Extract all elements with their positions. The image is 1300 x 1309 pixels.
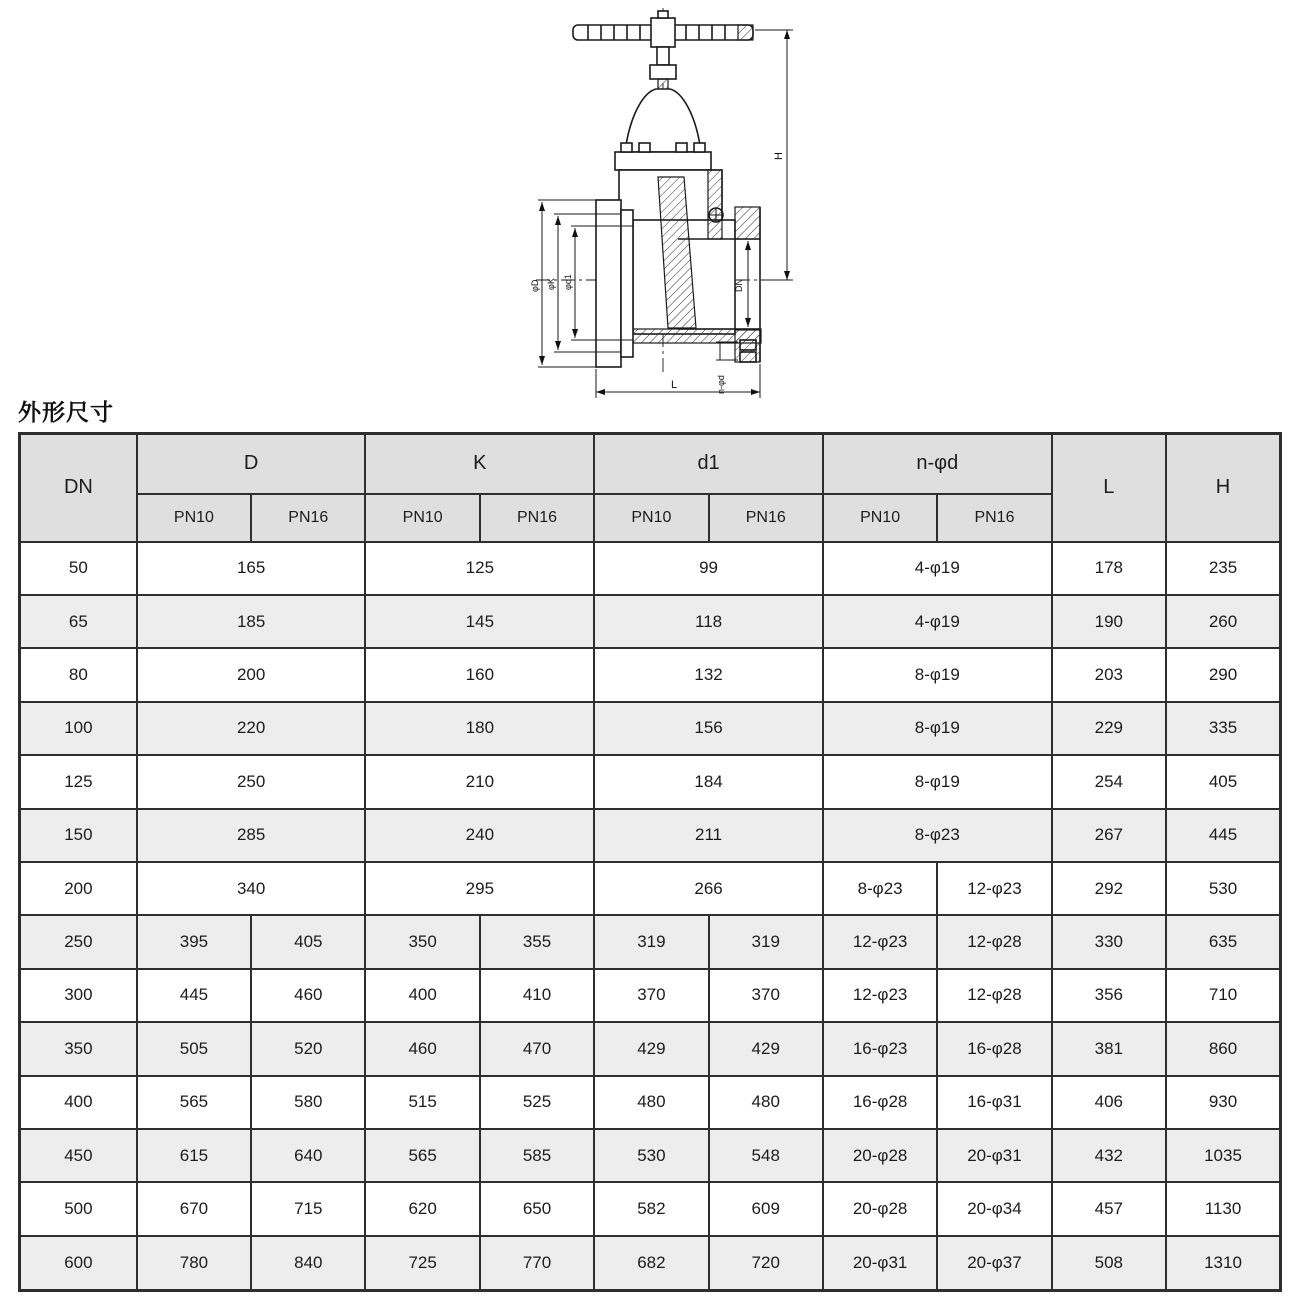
section-title: 外形尺寸 [18,399,114,425]
table-cell: 254 [1052,755,1166,808]
col-header-dn: DN [20,434,137,542]
table-cell: 99 [594,542,823,595]
table-cell: 235 [1166,542,1281,595]
table-cell: 12-φ23 [823,969,937,1022]
table-cell: 1035 [1166,1129,1281,1182]
table-cell: 548 [709,1129,823,1182]
table-cell: 210 [365,755,594,808]
table-cell: 16-φ28 [937,1022,1051,1075]
table-body [20,542,1281,1291]
dim-label-phi-d1: φd1 [563,274,573,290]
table-cell: 460 [251,969,365,1022]
dim-label-phi-k: φK [546,278,556,290]
table-cell: 184 [594,755,823,808]
table-cell: 525 [480,1076,594,1129]
table-row [20,862,1281,915]
table-cell: 12-φ23 [823,915,937,968]
table-cell: 266 [594,862,823,915]
table-cell: 80 [20,648,137,701]
table-cell: 4-φ19 [823,595,1052,648]
table-cell: 350 [20,1022,137,1075]
bolt-symbol-right [709,208,723,222]
subheader-n-pn16: PN16 [937,494,1051,542]
table-cell: 530 [1166,862,1281,915]
dim-label-phi-d: φD [530,279,540,292]
table-row [20,809,1281,862]
table-cell: 565 [365,1129,479,1182]
table-row [20,1129,1281,1182]
table-cell: 335 [1166,702,1281,755]
table-cell: 190 [1052,595,1166,648]
dim-label-h: H [773,152,785,160]
col-header-l: L [1052,434,1166,542]
table-cell: 20-φ31 [937,1129,1051,1182]
table-cell: 250 [20,915,137,968]
table-row [20,915,1281,968]
table-row [20,1076,1281,1129]
table-cell: 445 [137,969,251,1022]
table-cell: 381 [1052,1022,1166,1075]
table-cell: 500 [20,1182,137,1235]
table-cell: 20-φ31 [823,1236,937,1291]
table-cell: 150 [20,809,137,862]
table-cell: 480 [594,1076,708,1129]
table-cell: 445 [1166,809,1281,862]
table-cell: 100 [20,702,137,755]
table-cell: 220 [137,702,366,755]
subheader-d-pn10: PN10 [137,494,251,542]
table-cell: 229 [1052,702,1166,755]
table-cell: 285 [137,809,366,862]
table-cell: 508 [1052,1236,1166,1291]
table-cell: 185 [137,595,366,648]
table-cell: 582 [594,1182,708,1235]
table-cell: 330 [1052,915,1166,968]
table-cell: 682 [594,1236,708,1291]
table-cell: 8-φ23 [823,862,937,915]
l-dimension [596,364,760,398]
table-cell: 505 [137,1022,251,1075]
table-cell: 20-φ34 [937,1182,1051,1235]
table-cell: 470 [480,1022,594,1075]
valve-body [596,170,761,367]
dim-label-n-phid: n-φd [716,375,726,394]
subheader-d1-pn10: PN10 [594,494,708,542]
table-cell: 8-φ19 [823,702,1052,755]
table-cell: 160 [365,648,594,701]
table-row [20,1022,1281,1075]
table-cell: 180 [365,702,594,755]
table-row [20,702,1281,755]
table-cell: 450 [20,1129,137,1182]
table-cell: 480 [709,1076,823,1129]
table-cell: 125 [20,755,137,808]
table-cell: 405 [1166,755,1281,808]
table-cell: 1310 [1166,1236,1281,1291]
table-cell: 395 [137,915,251,968]
table-cell: 16-φ28 [823,1076,937,1129]
gate-valve-diagram [498,2,820,420]
table-cell: 600 [20,1236,137,1291]
subheader-d1-pn16: PN16 [709,494,823,542]
table-cell: 400 [20,1076,137,1129]
table-cell: 200 [137,648,366,701]
table-cell: 145 [365,595,594,648]
col-header-k: K [365,434,594,494]
handwheel [573,11,753,47]
table-cell: 770 [480,1236,594,1291]
table-cell: 350 [365,915,479,968]
table-cell: 240 [365,809,594,862]
col-header-h: H [1166,434,1281,542]
table-cell: 319 [709,915,823,968]
table-cell: 8-φ19 [823,648,1052,701]
table-cell: 125 [365,542,594,595]
table-cell: 565 [137,1076,251,1129]
table-cell: 405 [251,915,365,968]
table-cell: 585 [480,1129,594,1182]
subheader-d-pn16: PN16 [251,494,365,542]
table-cell: 860 [1166,1022,1281,1075]
table-cell: 650 [480,1182,594,1235]
table-cell: 400 [365,969,479,1022]
table-cell: 8-φ23 [823,809,1052,862]
table-cell: 780 [137,1236,251,1291]
table-cell: 840 [251,1236,365,1291]
table-cell: 200 [20,862,137,915]
table-cell: 340 [137,862,366,915]
table-cell: 290 [1166,648,1281,701]
table-cell: 640 [251,1129,365,1182]
table-cell: 725 [365,1236,479,1291]
table-cell: 20-φ28 [823,1129,937,1182]
table-cell: 530 [594,1129,708,1182]
table-cell: 12-φ28 [937,915,1051,968]
table-cell: 609 [709,1182,823,1235]
table-cell: 132 [594,648,823,701]
table-cell: 20-φ37 [937,1236,1051,1291]
table-cell: 319 [594,915,708,968]
col-header-n-phid: n-φd [823,434,1052,494]
table-cell: 620 [365,1182,479,1235]
table-cell: 211 [594,809,823,862]
valve-drawing [498,2,820,420]
table-cell: 355 [480,915,594,968]
table-cell: 12-φ23 [937,862,1051,915]
subheader-n-pn10: PN10 [823,494,937,542]
table-row [20,1182,1281,1235]
col-header-d: D [137,434,366,494]
table-cell: 615 [137,1129,251,1182]
table-cell: 156 [594,702,823,755]
col-header-d1: d1 [594,434,823,494]
table-cell: 65 [20,595,137,648]
table-cell: 8-φ19 [823,755,1052,808]
table-cell: 930 [1166,1076,1281,1129]
table-cell: 580 [251,1076,365,1129]
table-cell: 12-φ28 [937,969,1051,1022]
dn-dimension [734,241,748,327]
table-cell: 20-φ28 [823,1182,937,1235]
table-cell: 457 [1052,1182,1166,1235]
table-cell: 432 [1052,1129,1166,1182]
table-cell: 515 [365,1076,479,1129]
table-cell: 16-φ23 [823,1022,937,1075]
stem-and-bonnet [615,47,711,170]
table-cell: 50 [20,542,137,595]
table-cell: 356 [1052,969,1166,1022]
table-cell: 715 [251,1182,365,1235]
dimensions-table [18,432,1282,1292]
table-cell: 429 [709,1022,823,1075]
table-row [20,542,1281,595]
table-cell: 260 [1166,595,1281,648]
table-cell: 295 [365,862,594,915]
table-cell: 670 [137,1182,251,1235]
table-cell: 178 [1052,542,1166,595]
table-cell: 370 [594,969,708,1022]
table-cell: 267 [1052,809,1166,862]
table-row [20,755,1281,808]
table-cell: 520 [251,1022,365,1075]
table-cell: 250 [137,755,366,808]
table-cell: 410 [480,969,594,1022]
table-cell: 406 [1052,1076,1166,1129]
table-cell: 165 [137,542,366,595]
table-row [20,648,1281,701]
table-row [20,595,1281,648]
dim-label-l: L [670,379,678,391]
table-cell: 1130 [1166,1182,1281,1235]
table-cell: 720 [709,1236,823,1291]
table-cell: 16-φ31 [937,1076,1051,1129]
table-cell: 300 [20,969,137,1022]
table-cell: 429 [594,1022,708,1075]
subheader-k-pn16: PN16 [480,494,594,542]
table-cell: 4-φ19 [823,542,1052,595]
table-cell: 370 [709,969,823,1022]
dim-label-dn: DN [734,279,744,292]
table-row [20,969,1281,1022]
table-cell: 118 [594,595,823,648]
table-cell: 710 [1166,969,1281,1022]
table-cell: 292 [1052,862,1166,915]
subheader-k-pn10: PN10 [365,494,479,542]
table-cell: 203 [1052,648,1166,701]
table-cell: 460 [365,1022,479,1075]
table-cell: 635 [1166,915,1281,968]
table-row [20,1236,1281,1291]
